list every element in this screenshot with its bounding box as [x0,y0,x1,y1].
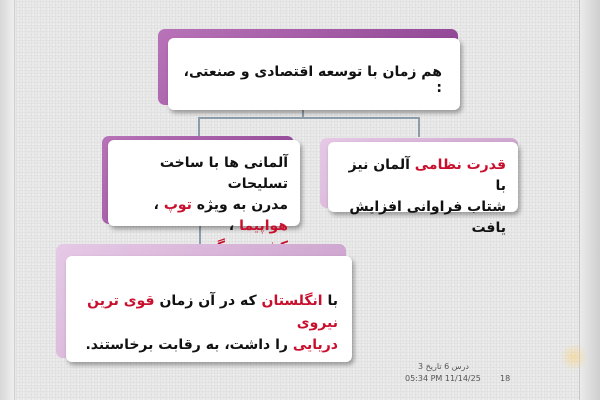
bottom-box-line1-b: که در آن زمان [154,293,262,309]
naval-text: دریایی [292,337,338,353]
connector-left-drop [198,117,200,137]
footer-datetime: 05:34 PM 11/14/25 [405,374,481,383]
bottom-box-line1 [74,290,338,334]
bottom-box-line2-rest: را داشت، به رقابت برخاستند. [85,337,293,353]
connector-horizontal [198,117,420,119]
logo-glow-icon [560,343,588,371]
slide-left-border [0,0,15,400]
left-box-line2 [114,195,288,237]
strongest-force-text: قوی ترین نیروی [87,293,338,331]
bottom-box-line1-a: با [322,293,338,309]
right-box-line2: شتاب فراوانی افزایش یافت [349,199,506,236]
right-box-line1-rest: آلمان نیز با [348,157,506,194]
right-box-line1 [336,155,506,197]
slide-number: 18 [500,374,511,383]
cannon-text: توپ [163,197,192,213]
top-box [168,38,460,110]
left-box-line2-a: مدرن به ویژه [191,197,288,213]
slide-right-border [579,0,600,400]
england-text: انگلستان [261,293,323,309]
left-box [108,140,300,234]
connector-right-drop [418,117,420,137]
left-box-line2-c: ، [228,218,240,234]
bottom-box-line2 [74,334,338,356]
top-box-text: هم زمان با توسعه اقتصادی و صنعتی، : [183,64,442,96]
military-power-text: قدرت نظامی [414,157,506,173]
left-box-line1: آلمانی ها با ساخت تسلیحات [159,155,288,192]
left-box-line2-b: ، [153,197,164,213]
airplane-text: هواپیما [239,218,288,234]
right-box [328,142,518,236]
bottom-box [66,256,352,362]
footer-title: درس 6 تاریخ 3 [418,362,469,371]
